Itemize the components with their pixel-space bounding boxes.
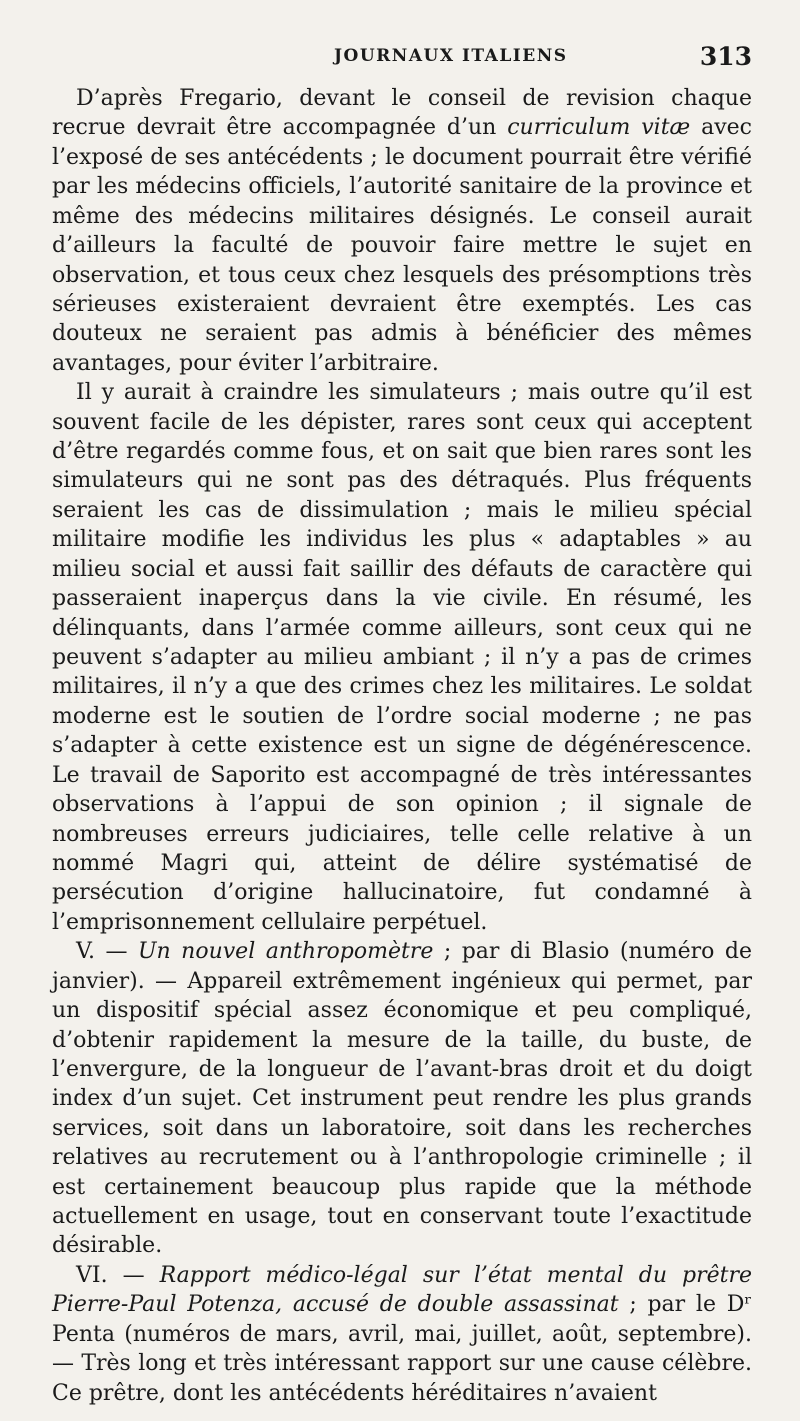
text-segment: D’après Fregario, devant le conseil de revision chaque recrue devrait être accompagnée d’un [52,86,752,141]
text-segment: VI. — [76,1262,160,1288]
italic-text: Un nouvel anthropomètre [137,939,434,965]
italic-text: Rapport médico-légal sur l’état mental du prêtre Pierre-Paul Potenza, accusé de double assassinat [52,1262,752,1318]
page-number: 313 [699,42,752,71]
running-title: JOURNAUX ITALIENS [334,46,568,66]
paragraph [52,937,752,1261]
page-header [52,40,752,84]
paragraph [52,84,752,378]
text-segment: ; par le Dʳ Penta (numéros de mars, avril, mai, juillet, août, septembre). — Très long et très intéressant rapport sur une cause célèbre. Ce prêtre, dont les antécédents héréditaires n’avaient [52,1292,752,1406]
text-segment: avec l’exposé de ses antécédents ; le document pourrait être vérifié par les médecins officiels, l’autorité sanitaire de la province et même des médecins militaires désignés. Le conseil aurait d’ailleurs la faculté de pouvoir faire mettre le sujet en observation, et tous ceux chez lesquels des présomptions très sérieuses existeraient devraient être exemptés. Les cas douteux ne seraient pas admis à bénéficier des mêmes avantages, pour éviter l’arbitraire. [52,115,752,376]
paragraph [52,378,752,937]
text-segment: Il y aurait à craindre les simulateurs ; mais outre qu’il est souvent facile de les dépister, rares sont ceux qui acceptent d’être regardés comme fous, et on sait que bien rares sont les simulateurs qui ne sont pas des détraqués. Plus fréquents seraient les cas de dissimulation ; mais le milieu spécial militaire modifie les individus les plus « adaptables » au milieu social et aussi fait saillir des défauts de caractère qui passeraient inaperçus dans la vie civile. En résumé, les délinquants, dans l’armée comme ailleurs, sont ceux qui ne peuvent s’adapter au milieu ambiant ; il n’y a pas de crimes militaires, il n’y a que des crimes chez les militaires. Le soldat moderne est le soutien de l’ordre social moderne ; ne pas s’adapter à cette existence est un signe de dégénérescence. Le travail de Saporito est accompagné de très intéressantes observations à l’appui de son opinion ; il signale de nombreuses erreurs judiciaires, telle celle relative à un nommé Magri qui, atteint de délire systématisé de persécution d’origine hallucinatoire, fut condamné à l’emprisonnement cellulaire perpétuel. [52,380,752,935]
paragraph [52,1261,752,1408]
italic-text: curriculum vitæ [507,115,691,141]
body-text [52,84,752,1408]
text-segment: V. — [76,939,138,965]
text-segment: ; par di Blasio (numéro de janvier). — Appareil extrêmement ingénieux qui permet, par un dispositif spécial assez économique et peu compliqué, d’obtenir rapidement la mesure de la taille, du buste, de l’envergure, de la longueur de l’avant-bras droit et du doigt index d’un sujet. Cet instrument peut rendre les plus grands services, soit dans un laboratoire, soit dans les recherches relatives au recrutement ou à l’anthropologie criminelle ; il est certainement beaucoup plus rapide que la méthode actuellement en usage, tout en conservant toute l’exactitude désirable. [52,939,753,1259]
